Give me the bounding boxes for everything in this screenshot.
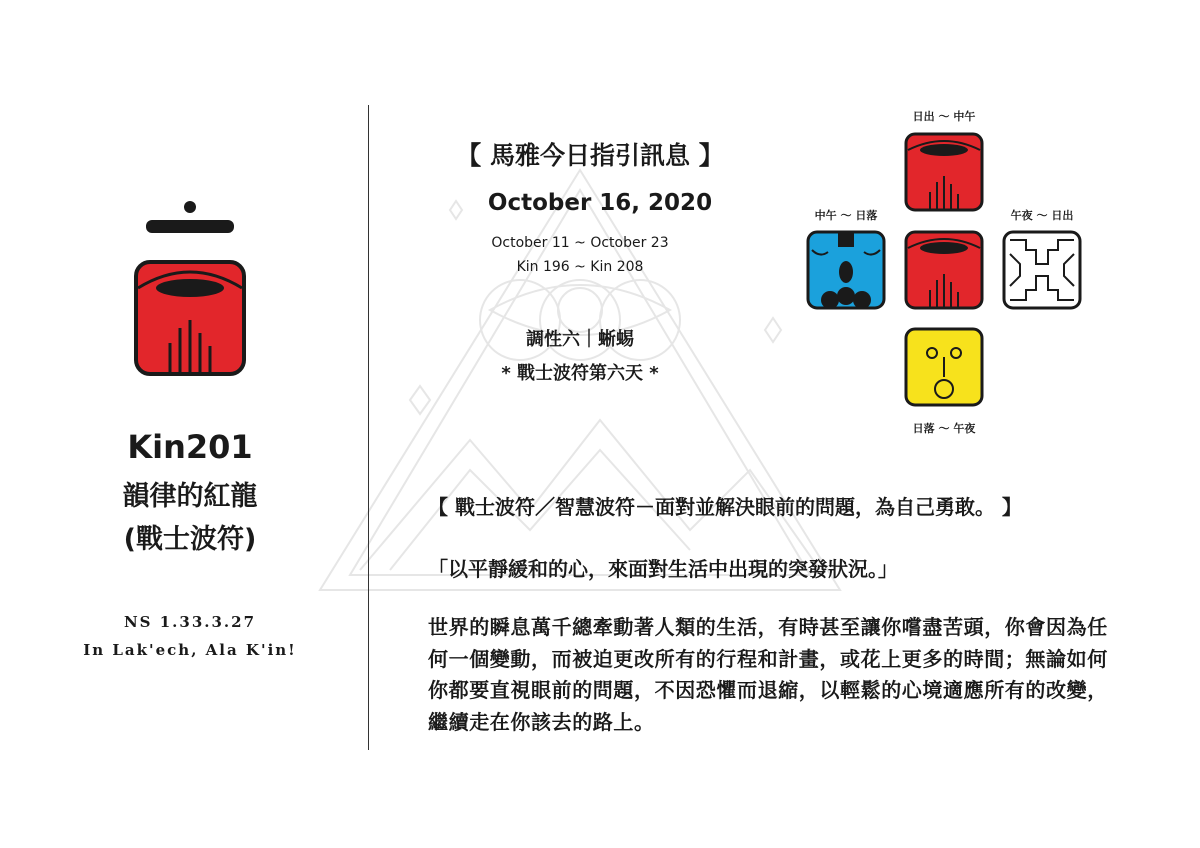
oracle-left-label: 中午 ～ 日落 bbox=[814, 209, 878, 222]
date: October 16, 2020 bbox=[487, 190, 713, 216]
oracle-top-label: 日出 ～ 中午 bbox=[912, 110, 976, 123]
wave-date-range: October 11 ~ October 23 bbox=[491, 235, 669, 251]
greeting: In Lak'ech, Ala K'in! bbox=[83, 641, 297, 659]
message-body: 世界的瞬息萬千總牽動著人類的生活，有時甚至讓你嚐盡苦頭，你會因為任何一個變動，而被迫更改所有的行程和計畫，或花上更多的時間；無論如何你都要直視眼前的問題，不因恐懼而退縮，以輕鬆的心境適應所有的改變，繼續走在你該去的路上。 bbox=[428, 615, 1108, 734]
oracle-antipode-white-wind-icon bbox=[1002, 230, 1082, 310]
tone-line: 調性六｜蜥蜴 bbox=[526, 329, 634, 350]
kin-number: Kin201 bbox=[127, 428, 253, 466]
oracle-analog-blue-monkey-icon bbox=[806, 230, 886, 310]
kin-name: 韻律的紅龍 bbox=[122, 481, 258, 512]
wave-kin-range: Kin 196 ~ Kin 208 bbox=[516, 259, 644, 275]
ns-code: NS 1.33.3.27 bbox=[123, 613, 257, 631]
message-title: 【 馬雅今日指引訊息 】 bbox=[456, 141, 724, 170]
vertical-divider bbox=[368, 105, 369, 750]
wave-day: * 戰士波符第六天 * bbox=[501, 363, 659, 384]
oracle-occult-yellow-sun-icon bbox=[904, 327, 984, 407]
oracle-right-label: 午夜 ～ 日出 bbox=[1010, 209, 1074, 222]
kin-castle: (戰士波符) bbox=[123, 524, 257, 555]
oracle-destiny-red-dragon-icon bbox=[904, 230, 984, 310]
message-quote: 「以平靜緩和的心，來面對生活中出現的突發狀況。」 bbox=[428, 557, 898, 581]
oracle-bottom-label: 日落 ～ 午夜 bbox=[912, 422, 976, 435]
tone-six-icon bbox=[146, 201, 234, 233]
message-headline: 【 戰士波符／智慧波符－面對並解決眼前的問題，為自己勇敢。 】 bbox=[428, 495, 1022, 519]
oracle-guide-red-dragon-icon bbox=[904, 132, 984, 212]
red-dragon-glyph-icon bbox=[130, 198, 250, 378]
